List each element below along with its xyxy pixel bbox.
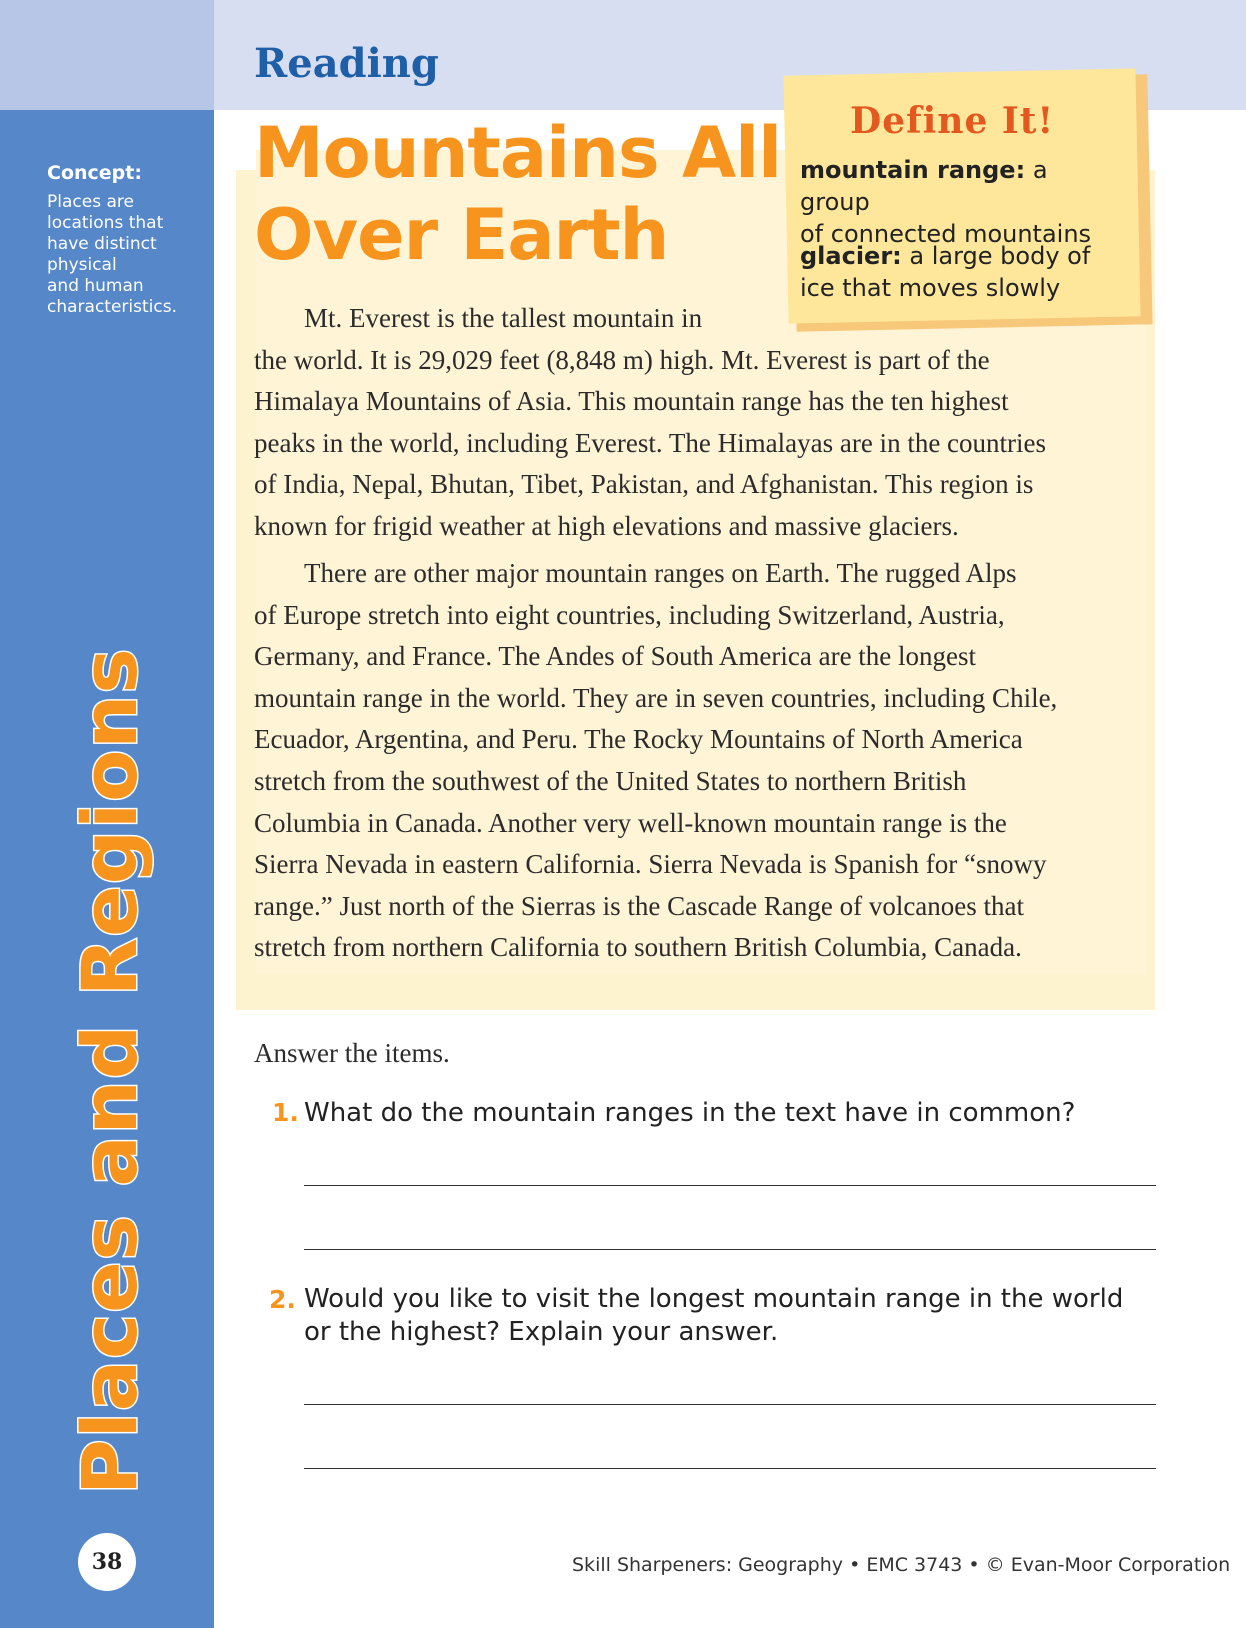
concept-text: Places are locations that have distinct physical and human characteristics. <box>47 192 177 317</box>
question-2-text: Would you like to visit the longest mountain range in the world or the highest? Explain your answer. <box>304 1284 1124 1347</box>
page-title: Mountains All Over Earth <box>254 112 782 276</box>
answer-line[interactable] <box>304 1249 1156 1250</box>
answer-line[interactable] <box>304 1404 1156 1405</box>
passage-paragraph-2: There are other major mountain ranges on Earth. The rugged Alps of Europe stretch into eight countries, including Switzerland, Austria, Germany, and France. The Andes of South America are the longest mountain range in the world. They are in seven countries, including Chile, Ecuador, Argentina, and Peru. The Rocky Mountains of North America stretch from the southwest of the United States to northern British Columbia in Canada. Another very well-known mountain range is the Sierra Nevada in eastern California. Sierra Nevada is Spanish for “snowy range.” Just north of the Sierras is the Cascade Range of volcanoes that stretch from northern California to southern British Columbia, Canada. <box>254 558 1058 963</box>
definition-mountain-range <box>800 154 1120 250</box>
definition-text: of connected mountains <box>800 220 1092 248</box>
unit-title-wrapper <box>65 647 154 1495</box>
answer-instruction: Answer the items. <box>254 1038 450 1068</box>
question-1-text: What do the mountain ranges in the text have in common? <box>304 1098 1076 1128</box>
footer-credit: Skill Sharpeners: Geography • EMC 3743 • © Evan-Moor Corporation <box>572 1554 1231 1576</box>
question-number: 2. <box>269 1285 296 1314</box>
definition-glacier <box>800 240 1120 304</box>
unit-title: Places and Regions <box>65 647 154 1495</box>
sidebar-top-band <box>0 0 214 110</box>
define-title: Define It! <box>850 100 1055 142</box>
definition-text: ice that moves slowly <box>800 274 1061 302</box>
definition-term: mountain range: <box>800 156 1026 184</box>
page-number: 38 <box>78 1533 136 1591</box>
definition-text: a large body of <box>901 242 1091 270</box>
answer-line[interactable] <box>304 1468 1156 1469</box>
definition-term: glacier: <box>800 242 902 270</box>
question-number: 1. <box>272 1098 299 1127</box>
section-label: Reading <box>254 40 439 87</box>
answer-line[interactable] <box>304 1185 1156 1186</box>
definition-text: a group <box>800 156 1048 216</box>
concept-label: Concept: <box>47 162 142 184</box>
passage-paragraph-1: Mt. Everest is the tallest mountain in the world. It is 29,029 feet (8,848 m) high. Mt. Everest is part of the Himalaya Mountains of Asia. This mountain range has the ten highest peaks in the world, including Everest. The Himalayas are in the countries of India, Nepal, Bhutan, Tibet, Pakistan, and Afghanistan. This region is known for frigid weather at high elevations and massive glaciers. <box>254 303 1047 541</box>
